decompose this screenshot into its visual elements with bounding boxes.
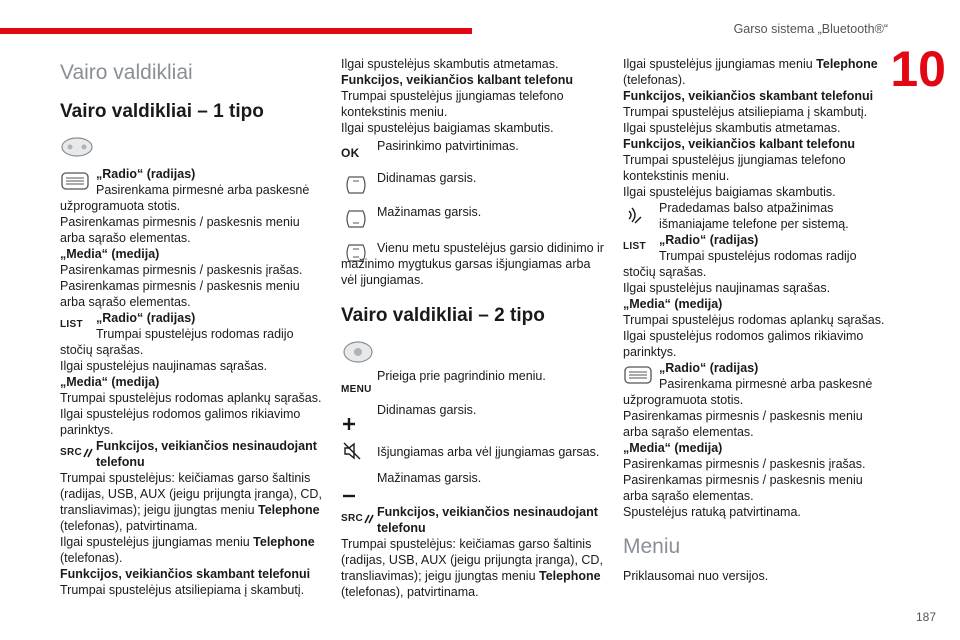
- call-text: Trumpai spustelėjus atsiliepiama į skambutį.: [60, 583, 305, 597]
- section-title-steering-controls: Vairo valdikliai: [60, 61, 193, 84]
- wheel3-radio-title: „Radio“ (radijas): [659, 361, 759, 375]
- src-title: Funkcijos, veikiančios nesinaudojant telefonu: [96, 439, 317, 469]
- wheel3-media-title: „Media“ (medija): [623, 441, 723, 455]
- src-button-row: [60, 438, 328, 470]
- plus-icon: [341, 402, 377, 432]
- list-media-title: „Media“ (medija): [60, 375, 160, 389]
- chapter-number: 10: [890, 41, 946, 97]
- wheel3-confirm: Spustelėjus ratuką patvirtinama.: [623, 505, 801, 519]
- vol-down-row: [341, 204, 609, 234]
- column-1: [60, 56, 328, 598]
- column-2: [341, 56, 609, 600]
- vol-down-icon: [341, 204, 377, 234]
- section-title-menu: Meniu: [623, 535, 681, 558]
- call3-text2: Ilgai spustelėjus skambutis atmetamas.: [623, 121, 841, 135]
- menu-text: Prieiga prie pagrindinio meniu.: [377, 369, 546, 383]
- list3-radio-text1: Trumpai spustelėjus rodomas radijo stočių sąrašas.: [623, 249, 857, 279]
- call3-text1: Trumpai spustelėjus atsiliepiama į skambutį.: [623, 105, 868, 119]
- wheel3-radio-text2: Pasirenkamas pirmesnis / paskesnis meniu arba sąrašo elementas.: [623, 409, 863, 439]
- list3-radio-title: „Radio“ (radijas): [659, 233, 759, 247]
- list-icon: LIST: [60, 319, 83, 330]
- phone-menu-text: Ilgai spustelėjus įjungiamas meniu Telephone (telefonas).: [623, 57, 878, 87]
- ok-icon: OK: [341, 146, 360, 160]
- thumbwheel-icon-3: [623, 360, 659, 390]
- talk-text2: Ilgai spustelėjus baigiamas skambutis.: [341, 121, 554, 135]
- subsection-title-type2: Vairo valdikliai – 2 tipo: [341, 305, 545, 326]
- src2-text: Trumpai spustelėjus: keičiamas garso šaltinis (radijas, USB, AUX (jeigu prijungta įranga), CD, transliavimas); jeigu įjungtas meniu Telephone (telefonas), patvirtinama.: [341, 537, 603, 599]
- thumbwheel-media-text2: Pasirenkamas pirmesnis / paskesnis meniu arba sąrašo elementas.: [60, 279, 300, 309]
- column-3: [623, 56, 891, 584]
- minus-row: [341, 470, 609, 500]
- vol-up-row: [341, 170, 609, 200]
- thumbwheel-icon: [60, 166, 96, 196]
- top-accent-bar: [0, 28, 472, 34]
- ok-text: Pasirinkimo patvirtinimas.: [377, 139, 519, 153]
- call-title: Funkcijos, veikiančios skambant telefonui: [60, 567, 311, 581]
- thumbwheel-radio-text1: Pasirenkama pirmesnė arba paskesnė užprogramuota stotis.: [60, 183, 310, 213]
- voice-row: [623, 200, 891, 232]
- mute2-text: Išjungiamas arba vėl įjungiamas garsas.: [377, 445, 600, 459]
- talk3-text2: Ilgai spustelėjus baigiamas skambutis.: [623, 185, 836, 199]
- menu-version-text: Priklausomai nuo versijos.: [623, 569, 769, 583]
- voice-text: Pradedamas balso atpažinimas išmaniajame telefone per sistemą.: [659, 201, 849, 231]
- page-header-title: Garso sistema „Bluetooth®“: [733, 22, 888, 36]
- vol-up-text: Didinamas garsis.: [377, 171, 477, 185]
- plus-row: [341, 402, 609, 432]
- talk-text1: Trumpai spustelėjus įjungiamas telefono kontekstinis meniu.: [341, 89, 564, 119]
- menu-row: [341, 368, 609, 398]
- src-phone-icon-2: SRC: [341, 504, 377, 534]
- src2-row: [341, 504, 609, 536]
- subsection-title-type1: Vairo valdikliai – 1 tipo: [60, 101, 264, 122]
- thumbwheel-radio-text2: Pasirenkamas pirmesnis / paskesnis meniu arba sąrašo elementas.: [60, 215, 300, 245]
- call3-title: Funkcijos, veikiančios skambant telefonui: [623, 89, 874, 103]
- minus-icon: [341, 470, 377, 500]
- src-phone-icon: SRC: [60, 438, 96, 468]
- mute-text: Vienu metu spustelėjus garsio didinimo ir mažinimo mygtukus garsas išjungiamas arba vėl įjungiamas.: [341, 241, 604, 287]
- talk3-text1: Trumpai spustelėjus įjungiamas telefono kontekstinis meniu.: [623, 153, 846, 183]
- voice-recognition-icon: [623, 200, 659, 230]
- mute2-row: [341, 436, 609, 466]
- ok-row: [341, 138, 609, 168]
- wheel3-radio-text1: Pasirenkama pirmesnė arba paskesnė užprogramuota stotis.: [623, 377, 873, 407]
- wheel3-media-text2: Pasirenkamas pirmesnis / paskesnis meniu arba sąrašo elementas.: [623, 473, 863, 503]
- reject-text: Ilgai spustelėjus skambutis atmetamas.: [341, 57, 559, 71]
- talk3-title: Funkcijos, veikiančios kalbant telefonu: [623, 137, 856, 151]
- plus-text: Didinamas garsis.: [377, 403, 477, 417]
- vol-down-text: Mažinamas garsis.: [377, 205, 482, 219]
- list-radio-text2: Ilgai spustelėjus naujinamas sąrašas.: [60, 359, 268, 373]
- menu-icon: MENU: [341, 384, 372, 395]
- list3-media-text2: Ilgai spustelėjus rodomos galimos rikiavimo parinktys.: [623, 329, 864, 359]
- list3-radio-text2: Ilgai spustelėjus naujinamas sąrašas.: [623, 281, 831, 295]
- list-media-text1: Trumpai spustelėjus rodomas aplankų sąrašas.: [60, 391, 322, 405]
- list3-media-text1: Trumpai spustelėjus rodomas aplankų sąrašas.: [623, 313, 885, 327]
- list3-media-title: „Media“ (medija): [623, 297, 723, 311]
- steering-controls-type1-icon: [60, 136, 328, 162]
- thumbwheel-media-title: „Media“ (medija): [60, 247, 160, 261]
- minus-text: Mažinamas garsis.: [377, 471, 482, 485]
- steering-controls-type2-icon: [341, 340, 609, 366]
- talk-title: Funkcijos, veikiančios kalbant telefonu: [341, 73, 574, 87]
- list-radio-text1: Trumpai spustelėjus rodomas radijo stočių sąrašas.: [60, 327, 294, 357]
- vol-up-icon: [341, 170, 377, 200]
- src2-title: Funkcijos, veikiančios nesinaudojant telefonu: [377, 505, 598, 535]
- src-text2: Ilgai spustelėjus įjungiamas meniu Telephone (telefonas).: [60, 535, 315, 565]
- list-media-text2: Ilgai spustelėjus rodomos galimos rikiavimo parinktys.: [60, 407, 301, 437]
- wheel3-media-text1: Pasirenkamas pirmesnis / paskesnis įrašas.: [623, 457, 866, 471]
- thumbwheel-radio-title: „Radio“ (radijas): [96, 167, 196, 181]
- list-icon-3: LIST: [623, 241, 646, 252]
- src-text1: Trumpai spustelėjus: keičiamas garso šaltinis (radijas, USB, AUX (jeigu prijungta įranga), CD, transliavimas); jeigu įjungtas meniu Telephone (telefonas), patvirtinama.: [60, 471, 322, 533]
- page-number: 187: [915, 610, 936, 624]
- list-radio-title: „Radio“ (radijas): [96, 311, 196, 325]
- mute-speaker-icon: [341, 436, 377, 466]
- thumbwheel-media-text1: Pasirenkamas pirmesnis / paskesnis įrašas.: [60, 263, 303, 277]
